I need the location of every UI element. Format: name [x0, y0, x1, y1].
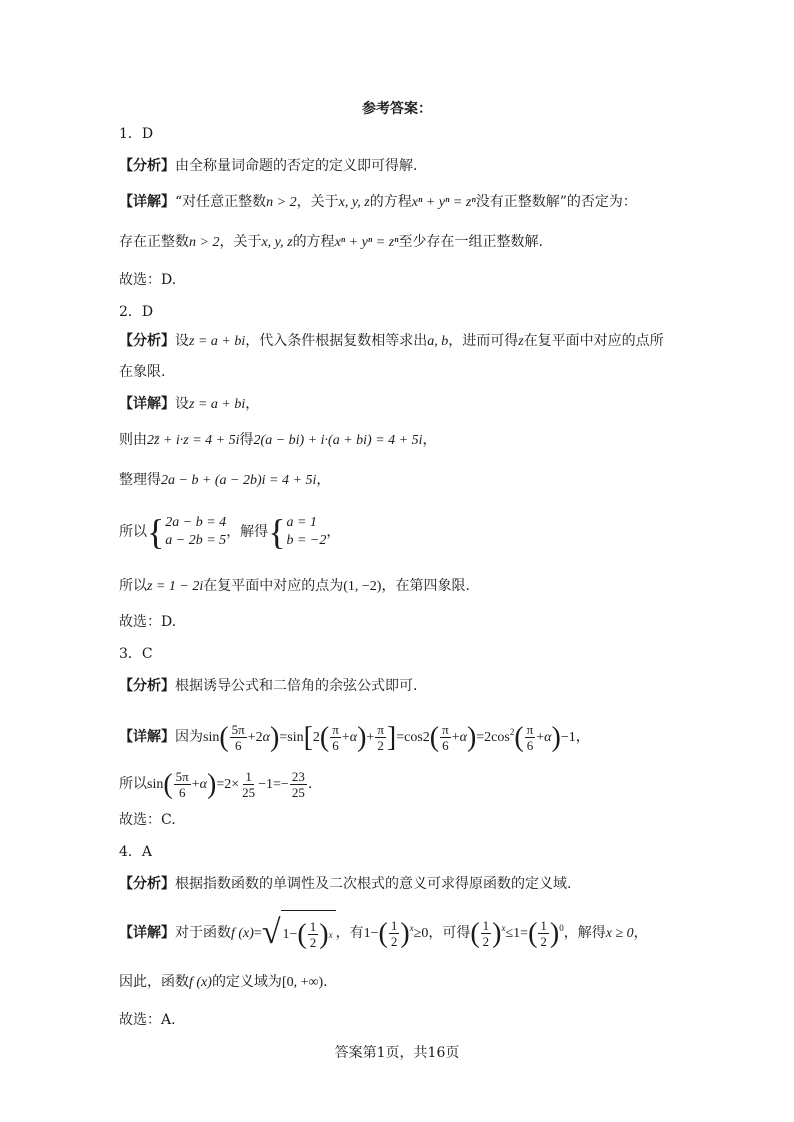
math-xyz: x, y, z	[338, 195, 370, 210]
q4-answer: 故选：A.	[119, 1012, 176, 1028]
analysis-tag: 【分析】	[119, 158, 175, 174]
q2-analysis: 【分析】设z = a + bi，代入条件根据复数相等求出a, b，进而可得z在复平面中对应的点所	[119, 333, 664, 349]
analysis-text: 由全称量词命题的否定的定义即可得解.	[175, 158, 418, 174]
formula-q3-result: sin( $\frac{5\pi}{6}$ +α)=2× $\frac{1}{25}$ −1=− $\frac{23}{25}$	[147, 768, 305, 801]
q2-systems: 所以 { 2a − b = 4 a − 2b = 5 ，解得 { a = 1 b = −2 ，	[119, 512, 341, 552]
q2-number: 2．D	[119, 304, 154, 320]
math-fermat: xⁿ + yⁿ = zⁿ	[411, 195, 476, 210]
q2-simplify: 整理得2a − b + (a − 2b)i = 4 + 5i，	[119, 472, 331, 488]
q4-detail: 【详解】对于函数f (x)= √ 1− ( $\frac{1}{2}$ ) x ，有1−( $\frac{1}{2}$ )$^x$≥0，可得( $\frac{1}{2}$ )$^x$≤1=( $\frac{1}{2}$ )$^0$，解得x ≥ 0，	[119, 906, 648, 957]
inequality-2: ( $\frac{1}{2}$ )$^x$≤1=( $\frac{1}{2}$ )$^0$	[470, 917, 564, 950]
q1-detail: 【详解】“对任意正整数n > 2，关于x, y, z的方程xⁿ + yⁿ = zⁿ没有正整数解”的否定为：	[119, 194, 637, 210]
page-title: 参考答案：	[362, 101, 432, 117]
q3-detail: 【详解】因为sin( $\frac{5\pi}{6}$ +2α)=sin[2( $\frac{\pi}{6}$ +α)+ $\frac{\pi}{2}$ ]=cos2( $\frac{\pi}{6}$ $+\alpha)=2\cos^2$( $\frac{\pi}{6}$ +α)−1，	[119, 721, 590, 754]
equation-system-1: { 2a − b = 4 a − 2b = 5	[147, 512, 227, 552]
q1-analysis	[119, 156, 417, 176]
page-footer: 答案第1页，共16页	[334, 1045, 460, 1061]
q3-number: 3．C	[119, 646, 153, 662]
sqrt-expression: √ 1− ( $\frac{1}{2}$ ) x	[262, 910, 336, 957]
q3-result: 所以sin( $\frac{5\pi}{6}$ +α)=2× $\frac{1}{25}$ −1=− $\frac{23}{25}$ .	[119, 768, 313, 801]
formula-q3: sin( $\frac{5\pi}{6}$ +2α)=sin[2( $\frac{\pi}{6}$ +α)+ $\frac{\pi}{2}$ ]=cos2( $\frac{\pi}{6}$ $+\alpha)=2\cos^2$( $\frac{\pi}{6}$ +α)−1	[203, 721, 576, 754]
inequality-1: 1−( $\frac{1}{2}$ )$^x$≥0	[363, 917, 429, 950]
equation-system-2: { a = 1 b = −2	[268, 512, 327, 552]
q2-then: 则由2z̄ + i·z = 4 + 5i得2(a − bi) + i·(a + bi) = 4 + 5i，	[119, 432, 437, 448]
detail-tag: 【详解】	[119, 194, 175, 210]
q2-point: 所以z = 1 − 2i在复平面中对应的点为(1, −2)，在第四象限.	[119, 578, 470, 594]
q4-domain: 因此，函数f (x)的定义域为[0, +∞).	[119, 974, 328, 990]
q1-number: 1．D	[119, 126, 154, 142]
q2-answer: 故选：D.	[119, 614, 177, 630]
q1-answer: 故选：D.	[119, 272, 177, 288]
q2-analysis-cont: 在象限.	[119, 364, 166, 380]
q4-analysis: 【分析】根据指数函数的单调性及二次根式的意义可求得原函数的定义域.	[119, 876, 572, 892]
q3-answer: 故选：C.	[119, 812, 176, 828]
math-n-gt-2: n > 2	[266, 195, 297, 210]
q4-number: 4．A	[119, 844, 153, 860]
q1-detail-line2: 存在正整数n > 2，关于x, y, z的方程xⁿ + yⁿ = zⁿ至少存在一组正整数解.	[119, 234, 544, 250]
q2-detail: 【详解】设z = a + bi，	[119, 396, 260, 412]
q3-analysis: 【分析】根据诱导公式和二倍角的余弦公式即可.	[119, 678, 418, 694]
